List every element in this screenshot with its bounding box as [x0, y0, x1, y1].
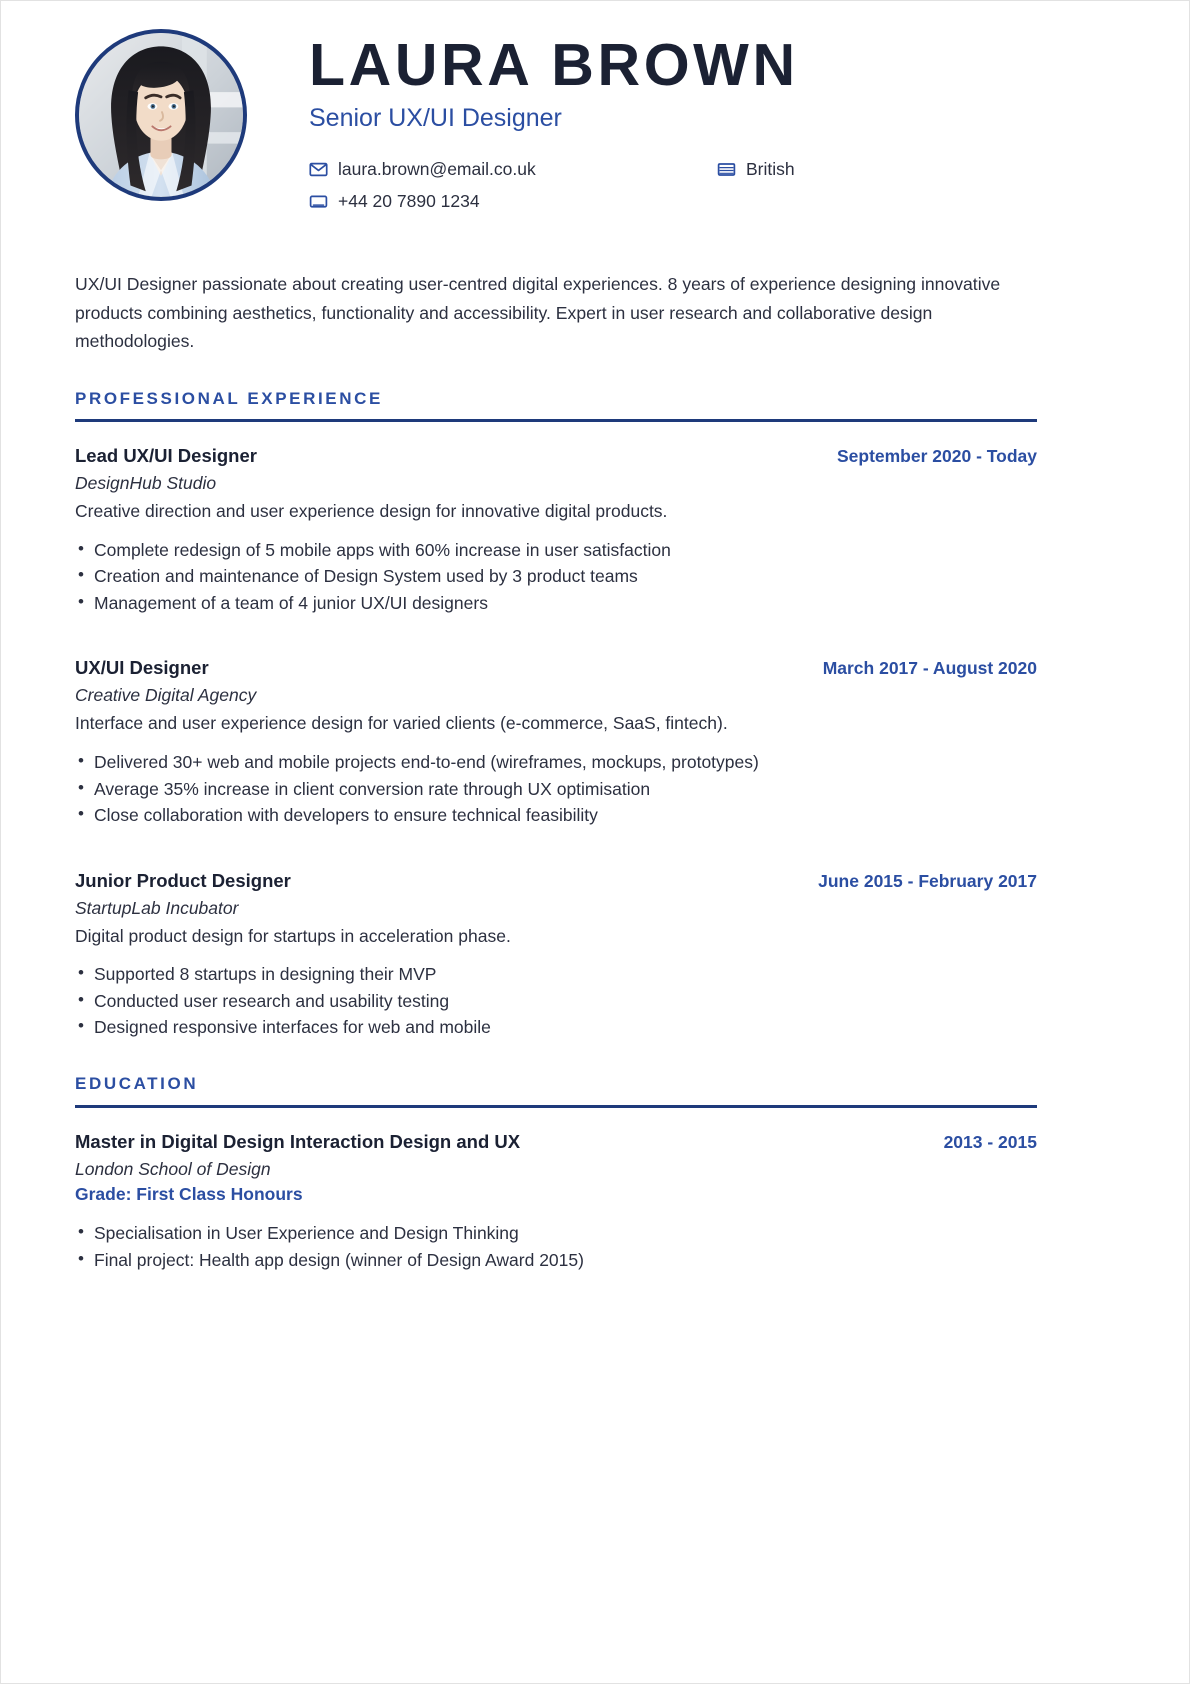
portrait-photo-icon [79, 33, 243, 197]
contact-email-text: laura.brown@email.co.uk [338, 158, 536, 179]
contact-nationality-text: British [746, 158, 795, 179]
professional-summary: UX/UI Designer passionate about creating user-centred digital experiences. 8 years of experience designing innovative products combining aesthetics, functionality and accessibility. Expert in user research and collaborative design methodologies. [75, 274, 1001, 351]
job-company: DesignHub Studio [75, 473, 217, 494]
job-dates: September 2020 - Today [836, 446, 1037, 467]
list-item: • Close collaboration with developers to ensure technical feasibility [75, 802, 1037, 829]
job-dates: March 2017 - August 2020 [822, 658, 1037, 679]
job-role: Junior Product Designer [75, 869, 291, 891]
phone-icon [309, 192, 328, 211]
resume-header [75, 29, 1037, 234]
contact-phone[interactable] [309, 191, 717, 212]
resume-content [75, 29, 1037, 1274]
contact-column-right [717, 159, 1017, 223]
job-bullets [75, 749, 1037, 829]
section-divider [75, 419, 1037, 422]
list-item: • Delivered 30+ web and mobile projects end-to-end (wireframes, mockups, prototypes) [75, 749, 1037, 776]
experience-entry-header [75, 444, 1037, 468]
section-divider [75, 1105, 1037, 1108]
contact-email[interactable] [309, 159, 717, 180]
contact-phone-text: +44 20 7890 1234 [338, 190, 480, 211]
list-item: • Conducted user research and usability testing [75, 988, 1037, 1015]
job-description: Interface and user experience design for varied clients (e-commerce, SaaS, fintech). [75, 713, 728, 734]
job-company: StartupLab Incubator [75, 897, 239, 918]
degree-dates: 2013 - 2015 [943, 1131, 1037, 1152]
list-item: • Average 35% increase in client conversion rate through UX optimisation [75, 776, 1037, 803]
experience-entry-header [75, 656, 1037, 680]
job-title: Senior UX/UI Designer [309, 104, 562, 133]
contact-nationality [717, 159, 1017, 180]
list-item: • Designed responsive interfaces for web and mobile [75, 1014, 1037, 1041]
job-role: Lead UX/UI Designer [75, 445, 257, 467]
job-company: Creative Digital Agency [75, 685, 257, 706]
avatar-container [75, 29, 253, 201]
header-main [253, 29, 1037, 223]
education-entry [75, 1130, 1037, 1274]
page-title: LAURA BROWN [309, 32, 799, 98]
section-education [75, 1075, 1037, 1274]
school-name: London School of Design [75, 1158, 271, 1179]
list-item: • Management of a team of 4 junior UX/UI designers [75, 590, 1037, 617]
contact-list [309, 159, 1037, 223]
id-card-icon [717, 160, 736, 179]
experience-entry-header [75, 869, 1037, 893]
experience-entry [75, 444, 1037, 616]
job-bullets [75, 961, 1037, 1041]
job-role: UX/UI Designer [75, 657, 209, 679]
education-entry-header [75, 1130, 1037, 1154]
list-item: • Creation and maintenance of Design System used by 3 product teams [75, 563, 1037, 590]
section-title-education: EDUCATION [75, 1074, 199, 1094]
education-bullets [75, 1220, 1037, 1273]
degree-title: Master in Digital Design Interaction Design and UX [75, 1130, 521, 1152]
job-dates: June 2015 - February 2017 [818, 870, 1037, 891]
experience-entry [75, 656, 1037, 828]
list-item: • Final project: Health app design (winner of Design Award 2015) [75, 1247, 1037, 1274]
list-item: • Complete redesign of 5 mobile apps with 60% increase in user satisfaction [75, 537, 1037, 564]
list-item: • Supported 8 startups in designing their MVP [75, 961, 1037, 988]
section-professional-experience [75, 390, 1037, 1042]
section-title-experience: PROFESSIONAL EXPERIENCE [75, 388, 383, 408]
contact-column-left [309, 159, 717, 223]
job-description: Digital product design for startups in acceleration phase. [75, 925, 511, 946]
envelope-icon [309, 160, 328, 179]
avatar [75, 29, 247, 201]
job-description: Creative direction and user experience design for innovative digital products. [75, 500, 668, 521]
experience-entry [75, 869, 1037, 1041]
degree-grade: Grade: First Class Honours [75, 1184, 303, 1205]
job-bullets [75, 537, 1037, 617]
list-item: • Specialisation in User Experience and Design Thinking [75, 1220, 1037, 1247]
